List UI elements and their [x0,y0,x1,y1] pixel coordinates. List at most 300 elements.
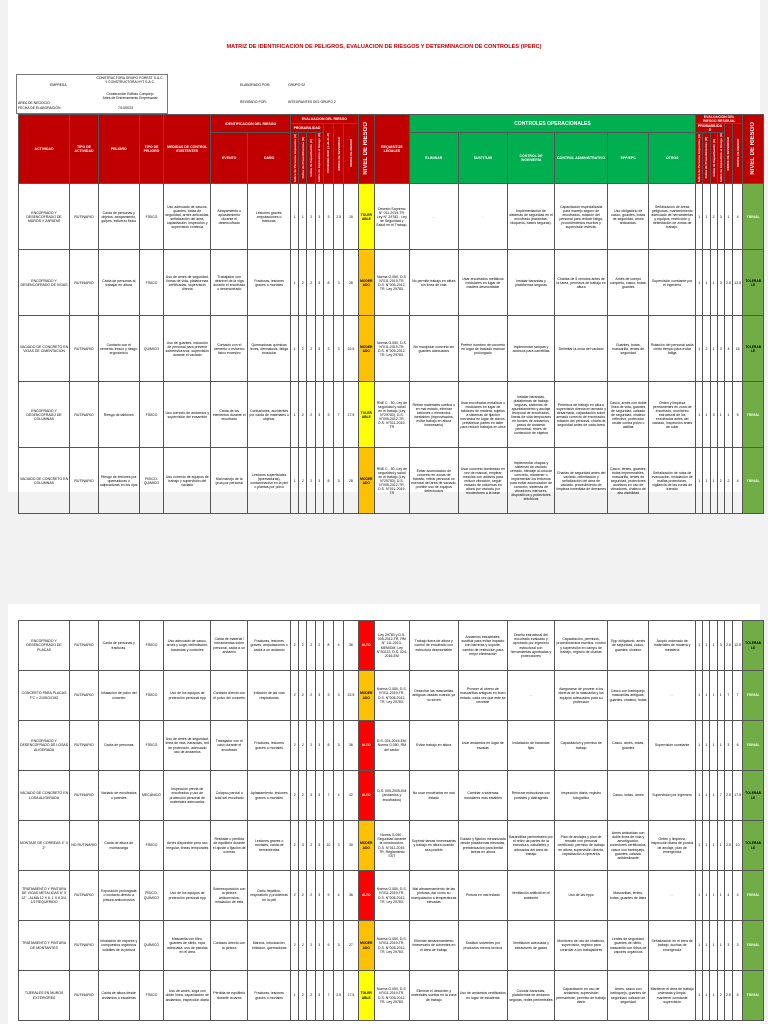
cell-residual-value: 1 [710,921,717,971]
cell-eval-value: 36 [344,721,358,771]
cell-evento: Trabajador con desnivel de la viga durante el encofrado o desencofrado [211,250,248,316]
cell-tipo-actividad: RUTINARIO [70,184,99,250]
cell-eliminar: Suprimir tareas innecesarias y trabajo en altura cuando sea posible [409,821,458,871]
cell-tipo-actividad: RUTINARIO [70,671,99,721]
col-indice-riesgo: INDICE DE RIESGO [344,124,358,184]
cell-administrativo: Charlas de seguridad antes del vaciado, delimitación y señalización del área de vaciado, procedimiento de limpieza inmediata de derrames [555,448,608,514]
elaborado-label: ELABORADO POR: [240,83,271,87]
cell-requisitos: Ley 29783 y D.S. 005-2012-TR, RM N° 111-2013-MEM/DM, Ley N°30222, D.S. 024-2016-EM [374,621,409,671]
cell-residual-value: 2 [710,184,717,250]
cell-medidas: Uso correcto de andamios y supervisión del ensamble [164,382,211,448]
col-sustituir: SUSTITUIR [458,133,507,184]
cell-peligro: Caída de personas [98,721,139,771]
cell-administrativo: Permisos de trabajo en altura, supervisión directa en armado y desarmado, capacitación sobre armado correcto de encofrados, rotación del personal, charla de seguridad antes de cada tarea [555,382,608,448]
revisado-label: REVISADO POR: [240,100,267,104]
col-otros: OTROS [649,133,696,184]
cell-evento: Contacto directo con el polvo del concreto [211,671,248,721]
cell-eval-value: 3 [315,771,323,821]
col-res-a: Indice de Personas Expuestas (A) [696,133,703,184]
cell-ingenieria: Implementar rampas y accesos para carretillas [507,316,554,382]
proyecto-value: Construcción Edificio Complejo Artes de Entrenamiento Empresarial [102,92,158,100]
cell-eval-value: 2 [299,382,307,448]
cell-evento: Trabajador con el caso durante el encofrado [211,721,248,771]
cell-residual-value: 1 [710,821,717,871]
cell-evento: Mal manejo de la grúa por personal [211,448,248,514]
cell-residual-value: 3 [717,621,724,671]
cell-residual-value: 1 [696,671,703,721]
table-row [19,971,764,1021]
cell-tipo-peligro: FÍSICO [139,250,164,316]
cell-eval-value: 3 [334,721,344,771]
cell-nivel-residual: TRIVIAL [743,448,764,514]
cell-residual-value: 1 [696,382,703,448]
cell-evento: Caída de material / herramientas sobre personal, caída a un andamio [211,621,248,671]
cell-residual-value: 2 [717,448,724,514]
cell-actividad: CONCRETO PARA PLACAS F'C = 210KG/CM2 [19,671,70,721]
cell-dano: Fracturas, lesiones graves o mortales [248,250,291,316]
cell-eval-value: 2 [299,448,307,514]
cell-eliminar: No permitir trabajo en altura sin línea de vida [409,250,458,316]
table-row [19,771,764,821]
cell-sustituir: Uso de andamios certificados en lugar de escaleras [458,971,507,1021]
cell-medidas: Uso adecuado de casco, arnés y soga, delimitación, barandas y controles [164,621,211,671]
cell-otros: - [649,871,696,921]
cell-medidas: Uso de arnés de seguridad, líneas de vida, plataformas certificadas, supervisión directa [164,250,211,316]
cell-residual-value: 1 [696,448,703,514]
cell-requisitos: Decreto Supremo N° 011-2019-TR. Ley N° 29783 - Ley de Seguridad y Salud en el Trabajo. [374,184,409,250]
cell-residual-value: 1 [703,871,710,921]
cell-epp: Mascarillas, lentes, botas, guantes de látex [608,871,649,921]
cell-eval-value: 27 [344,921,358,971]
cell-eval-value: 2 [307,184,315,250]
cell-requisitos: Norma G.050 - Seguridad durante la construcción, D.S. N°011-2019-TR, Reglamento SST [374,821,409,871]
cell-tipo-actividad: NO RUTINARIO [70,821,99,871]
cell-residual-value: 1 [696,250,703,316]
document-page-1 [8,0,762,502]
cell-eval-value: 2 [299,621,307,671]
cell-eliminar: Evitar trabajo en altura [409,721,458,771]
cell-medidas: Mascarilla con filtro, guantes de nitrilo, ropa adecuada, uso de pistolas en el área [164,921,211,971]
cell-eval-value: 2 [291,671,299,721]
cell-eval-value: 28 [344,250,358,316]
cell-eval-value: 2 [299,871,307,921]
cell-eval-value: 2 [299,250,307,316]
cell-peligro: Caída de personas al trabajar en altura [98,250,139,316]
col-peligro: PELIGRO [98,115,139,184]
col-eliminar: ELIMINAR [409,133,458,184]
cell-residual-value: 1 [703,448,710,514]
cell-residual-value: 3 [717,316,724,382]
cell-dano: Fracturas, lesiones graves o mortales [248,721,291,771]
cell-nivel: MODERADO [358,250,374,316]
cell-eval-value: 1 [291,184,299,250]
cell-residual-value: 1 [703,382,710,448]
document-page-2 [8,604,760,1024]
cell-nivel: TOLERABLE [358,382,374,448]
cell-eval-value: 2 [299,721,307,771]
cell-ingenieria: Ventilación artificial en el ambiente [507,871,554,921]
cell-medidas: Inspección previa de encofrados y uso de protección personal de materiales adecuados [164,771,211,821]
cell-administrativo: Charlas de 5 minutos antes de la tarea, permisos de trabajo en altura [555,250,608,316]
cell-eliminar: No manipular concreto sin guantes adecuados [409,316,458,382]
cell-residual-value: 4 [724,871,732,921]
cell-eval-value: 2 [299,316,307,382]
cell-residual-value: 1 [710,250,717,316]
cell-requisitos: D.S. 024-2016-EM, Norma G.050, RM del sector [374,721,409,771]
cell-sustituir: Usar concreto bombeado en vez de manual, emplear mezclas con aditivos para reducir vibración, seguir vaciado de columnas en altura por vaciado por recolectores a la base [458,448,507,514]
cell-nivel-residual: TRIVIAL [743,721,764,771]
cell-tipo-peligro: MECÁNICO [139,771,164,821]
cell-peligro: Contacto con el cemento fresco y riesgo ergonómico [98,316,139,382]
cell-eval-value: 2 [307,921,315,971]
cell-eval-value: 2 [307,971,315,1021]
cell-nivel-residual: TRIVIAL [743,184,764,250]
table-row [19,250,764,316]
col-res-d: Indice de Exposición al Riesgo (D) [718,133,723,183]
cell-tipo-peligro: FÍSICO [139,671,164,721]
cell-eval-value: 2 [291,771,299,821]
cell-dano: Lesiones superficiales (quemaduras), contaminación en la piel o plantas por polvo [248,448,291,514]
cell-nivel-residual: TRIVIAL [743,971,764,1021]
cell-eval-value: 2 [299,771,307,821]
cell-eval-value: 3 [323,671,333,721]
cell-residual-value: 1 [710,621,717,671]
col-administrativo: CONTROL ADMINISTRATIVO [555,133,608,184]
cell-ingenieria: - [507,671,554,721]
cell-dano: Lesiones graves, amputaciones o fracturas. [248,184,291,250]
cell-sustituir: - [458,184,507,250]
col-evaluacion: EVALUACION DEL RIESGO [291,115,358,124]
cell-peligro: Inhalación de vapores y compuestos orgánicos volátiles de la pintura [98,921,139,971]
cell-nivel: ALTO [358,621,374,671]
cell-residual-value: 2.5 [724,621,732,671]
cell-epp: Arnés, casco con barbiquejo, guantes de seguridad, calzado de seguridad [608,971,649,1021]
cell-epp: Casco, arnés, botas, guantes [608,721,649,771]
cell-medidas: Uso de arnés, soga con doble línea, capacitación de andamios, inspección diaria [164,971,211,1021]
fecha-label: FECHA DE ELABORACIÓN [18,106,61,110]
table-row [19,721,764,771]
cell-residual-value: 4 [732,871,742,921]
cell-sustituir: Guiado y fijación mecanizada desde plataformas elevadas, prefabricación para limitar tareas en altura [458,821,507,871]
cell-evento: Atrapamiento o aplastamiento durante el desencofrado [211,184,248,250]
cell-actividad: TIJERALES EN MUROS EXTERIORES [19,971,70,1021]
cell-peligro: Inhalación de polvo del concreto [98,671,139,721]
cell-nivel-residual: TOLERABLE [743,621,764,671]
cell-residual-value: 1 [717,821,724,871]
cell-residual-value: 1 [696,771,703,821]
cell-actividad: VACIADO DE CONCRETO EN VIGAS DE CIMENTACION [19,316,70,382]
cell-residual-value: 1 [717,721,724,771]
cell-residual-value: 1 [703,971,710,1021]
cell-ingenieria: Instalar barandas, plataformas de trabajo seguras, sistemas de apuntalamiento y anclaje temporal de encofrados, líneas de vida temporales en bordes de andamios, pasos de andamio perimetral, redes de contención de objetos [507,382,554,448]
cell-nivel-residual: TOLERABLE [743,821,764,871]
cell-eval-value: 7 [323,971,333,1021]
cell-sustituir: Usar encofrados metálicos modulares en lugar de madera desmontable [458,250,507,316]
cell-tipo-peligro: FÍSICO [139,721,164,771]
cell-residual-value: 15 [733,316,743,382]
cell-eliminar: Eliminar almacenamiento innecesario de solventes en el área de trabajo [409,921,458,971]
cell-eval-value: 2 [315,621,323,671]
cell-eval-value: 2 [291,921,299,971]
cell-eliminar: - [409,184,458,250]
cell-residual-value: 5 [732,971,742,1021]
cell-nivel: TOLERABLE [358,184,374,250]
cell-requisitos: Norma G.050, D.S. N°011-2019-TR, D.S. N°005-2012-TR, Ley 29783. [374,971,409,1021]
cell-administrativo: Uso de las epps [554,871,607,921]
cell-sustituir: Andamios industriales, sustituir para evitar impacto con barreras y soporte, cambio de restricción para mejor eliminación [458,621,507,671]
cell-eval-value: 3 [315,721,323,771]
cell-ingenieria: Reforzar estructuras con puntales y diafragmas [507,771,554,821]
cell-requisitos: Norma G.050, D.S. N°011-2019-TR, D.S. N°005-2012-TR, Ley 29783. [374,250,409,316]
cell-residual-value: 1 [703,771,710,821]
cell-requisitos: Norma G.050, D.S. N°011-2019-TR, D.S. N°005-2012-TR, Ley 29783. [374,921,409,971]
cell-dano: Aplastamiento, lesiones graves o mortales [248,771,291,821]
cell-sustituir: Sustituir solventes por productos menos tóxicos [458,921,507,971]
cell-epp: Casco, arnés con doble línea de vida, guantes de seguridad, calzado de seguridad, chaleco reflectivo, protección ocular contra polvo o astillas [608,382,649,448]
cell-residual-value: 1 [703,671,710,721]
cell-evento: Contacto directo con la pintura [211,921,248,971]
cell-tipo-actividad: RUTINARIO [70,250,99,316]
cell-tipo-peligro: FÍSICO [139,821,164,871]
cell-eval-value: 1 [291,971,299,1021]
cell-sustituir: Cambiar a sistemas modulares más estables [458,771,507,821]
cell-medidas: Arnés disponible pero uso irregular, líneas temporales [164,821,211,871]
cell-tipo-actividad: RUTINARIO [70,721,99,771]
cell-eval-value: 2.5 [334,184,344,250]
col-controles: CONTROLES OPERACIONALES [409,115,695,133]
cell-nivel: MODERADO [358,921,374,971]
cell-nivel: ALTO [358,771,374,821]
cell-residual-value: 17.5 [732,771,742,821]
cell-eval-value: 22.5 [344,316,358,382]
cell-residual-value: 1 [696,184,703,250]
cell-residual-value: 1 [717,921,724,971]
cell-requisitos: RNE C - 50, Ley de seguridad y salud en el trabajo (Ley N°29783), D.S. N°005-2012-TR, D.S. N°011-2019-TR [374,448,409,514]
cell-eliminar: Evitar acumulación de concreto en zonas de tránsito, retirar personal no esencial del área de vaciado, prohibir uso de equipos defectuosos [409,448,458,514]
col-tipo-actividad: TIPO DE ACTIVIDAD [70,115,99,184]
cell-dano: Lesiones graves o mortales, caída de herramientas [248,821,291,871]
cell-eval-value: 2 [299,921,307,971]
cell-eval-value: 2 [307,671,315,721]
cell-residual-value: 7 [717,771,724,821]
cell-residual-value: 1 [710,971,717,1021]
cell-eval-value: 2 [291,821,299,871]
cell-eval-value: 3 [334,316,344,382]
cell-residual-value: 1 [710,448,717,514]
cell-medidas: Uso de guantes, inducción de personal para prevenir sobreesfuerzos, supervisión durante el vaciado [164,316,211,382]
col-actividad: ACTIVIDAD [19,115,70,184]
cell-tipo-actividad: RUTINARIO [70,771,99,821]
cell-nivel: TOLERABLE [358,971,374,1021]
cell-dano: Daño hepático, respiratorio y problemas en la piel [248,871,291,921]
col-identificacion: IDENTIFICACION DEL RIESGO [211,115,291,133]
cell-residual-value: 1 [696,621,703,671]
col-sub-c: Indice de Capacitación (C) [307,133,315,184]
cell-residual-value: 1 [703,250,710,316]
cell-eval-value: 1 [291,316,299,382]
cell-epp: Uso obligatorio de casco, guantes, botas de seguridad, arnés anticaídas. [608,184,649,250]
cell-tipo-actividad: RUTINARIO [70,921,99,971]
cell-sustituir: Usar andamios en lugar de escalas [458,721,507,771]
cell-tipo-peligro: FÍSICO [139,971,164,1021]
cell-eval-value: 7 [323,771,333,821]
cell-tipo-peligro: FÍSICO-QUÍMICO [139,871,164,921]
cell-ingenieria: Barandillas perimetrales por el retiro de partes de la estructura, caballetes y adosados del área de trabajo [507,821,554,871]
cell-residual-value: 3 [717,184,724,250]
cell-eval-value: 3 [315,871,323,921]
cell-ingenieria: Diseño estructural del encofrado evaluado y aprobado por ingeniero estructural con herramientas aprobadas y protecciones [507,621,554,671]
cell-nivel-residual: TRIVIAL [743,671,764,721]
cell-eval-value: 2 [307,621,315,671]
table-row [19,184,764,250]
cell-peligro: Riesgo de tablones [98,382,139,448]
cell-nivel: ALTO [358,721,374,771]
cell-eval-value: 2 [291,721,299,771]
cell-evento: Colapso parcial o total del encofrado [211,771,248,821]
cell-otros: Rotación del personal cada cierto tiempo para evitar fatiga [649,316,696,382]
cell-administrativo: Asegurarse de proveer a los obreros de la mascarilla y los equipos adecuados para su protección [554,671,607,721]
cell-eval-value: 3 [315,448,323,514]
cell-dano: Fracturas, lesiones graves o mortales [248,971,291,1021]
col-nivel: NIVEL DE RIESGO [358,115,374,184]
cell-eval-value: 3 [315,382,323,448]
cell-eval-value: 2 [291,621,299,671]
cell-actividad: TRATAMIENTO Y PINTURA DE VIGAS METALICAS 6" X 12" - ALMA 12 X 6, 1 X 6 3/4, 1/2 REQUERIDO [19,871,70,921]
cell-eval-value: 3 [315,921,323,971]
col-prob-ab: PROBABILIDAD (A+B+C+D) [323,124,333,184]
cell-otros: Orden y limpieza, inspección diaria de puntos de anclaje, plan de emergencia [649,821,696,871]
cell-actividad: ENCOFRADO Y DESENCOFRADO DE VIGAS [19,250,70,316]
cell-sustituir: Proveer al obrero de mascarillas antiguas en buen estado, cada vez que este se necesite [458,671,507,721]
cell-eval-value: 36 [344,621,358,671]
cell-sustituir: Preferir bombeo de concreto en lugar de traslado manual prolongado [458,316,507,382]
cell-ingenieria: Instalar barandas y plataformas seguras [507,250,554,316]
cell-residual-value: 3 [732,921,742,971]
cell-eval-value: 8 [323,250,333,316]
cell-eval-value: 2 [291,871,299,921]
cell-residual-value: 12.5 [732,621,742,671]
cell-eval-value: 3 [334,448,344,514]
cell-eval-value: 3 [334,921,344,971]
cell-residual-value: 1 [696,871,703,921]
cell-evento: Contacto con el cemento o esfuerzo físico excesivo [211,316,248,382]
cell-peligro: Riesgo de lesiones por quemaduras o salpicaduras en los ojos [98,448,139,514]
cell-eliminar: Eliminar el desorden y materiales sueltos en la zona de trabajo [409,971,458,1021]
cell-tipo-actividad: RUTINARIO [70,382,99,448]
col-nivel-residual: NIVEL DE RIESGO [743,115,764,184]
cell-peligro: Caída de personas y objetos, atrapamiento, golpes, esfuerzo físico [98,184,139,250]
col-evento: EVENTO [211,133,248,184]
cell-eval-value: 3 [315,316,323,382]
cell-eval-value: 3 [299,821,307,871]
col-indice-sev: INDICE DE SEVERIDAD [334,124,344,184]
cell-peligro: Exposición prolongada o contacto directo a pintura anticorrosiva [98,871,139,921]
cell-residual-value: 2 [717,971,724,1021]
cell-nivel-residual: TOLERABLE [743,250,764,316]
table-row [19,448,764,514]
cell-epp: Guantes, botas, mascarilla, lentes de seguridad [608,316,649,382]
cell-actividad: MONTAJE DE CORREAS 4" X 2" [19,821,70,871]
fecha-value: 7/10/2023 [118,106,134,110]
revisado-value: INTEGRANTES DEL GRUPO 2 [288,100,336,104]
cell-eval-value: 8 [323,448,333,514]
cell-eliminar: No usar encofrados en mal estado [409,771,458,821]
cell-eval-value: 2 [299,671,307,721]
cell-eval-value: 15 [344,184,358,250]
cell-epp: Arnés de cuerpo completo, casco, botas, guantes [608,250,649,316]
cell-actividad: TRATAMIENTO Y PINTURA DE MONTANTES [19,921,70,971]
cell-eval-value: 2 [307,871,315,921]
empresa-value: CONSTRUCTORA GRUPO FOREST S.A.C. Y CONSTRUCTORA HYT S.A.C. [96,76,164,84]
cell-residual-value: 1 [696,971,703,1021]
cell-eval-value: 3 [323,316,333,382]
col-medidas: MEDIDAS DE CONTROL EXISTENTES [164,115,211,184]
cell-residual-value: 1 [717,382,724,448]
cell-nivel-residual: TRIVIAL [743,871,764,921]
col-ir-res: INDICE DE RIESGO [733,124,743,184]
table-row [19,671,764,721]
cell-eval-value: 3 [334,250,344,316]
cell-nivel-residual: TRIVIAL [743,921,764,971]
cell-eval-value: 7 [334,382,344,448]
cell-requisitos: D.S. 005-2005-EM (andamios y encofrados) [374,771,409,821]
cell-ingenieria: Instalación de barandas fijas [507,721,554,771]
cell-eval-value: 2 [307,721,315,771]
cell-residual-value: 2.5 [724,821,732,871]
cell-tipo-actividad: RUTINARIO [70,971,99,1021]
empresa-label: EMPRESA [50,83,67,87]
cell-eval-value: 4 [334,621,344,671]
cell-eliminar: Retirar materiales sueltos o en mal estado, eliminar tablones o elementos inestables (improvisados, evitar trabajo en altura innecesario) [409,382,458,448]
cell-medidas: Uso de los equipos de protección personal epp [164,871,211,921]
col-epp: EPP/EPC [608,133,649,184]
elaborado-value: GRUPO 02 [288,83,306,87]
col-prob: PROBABILIDAD [291,124,324,133]
cell-medidas: Uso de los equipos de protección personal epp [164,671,211,721]
cell-otros: - [649,671,696,721]
cell-tipo-actividad: RUTINARIO [70,448,99,514]
cell-residual-value: 1 [717,671,724,721]
cell-eval-value: 17.5 [344,971,358,1021]
cell-otros: Señalización de áreas peligrosas, mantenimiento adecuado de herramientas y equipos, restricción y delimitación de zonas de trabajo. [649,184,696,250]
cell-administrativo: Capacitación especializada para manejo seguro de encofrados, rotación del personal para reducir fatiga, procedimientos escritos y supervisión estricta. [555,184,608,250]
table-row [19,382,764,448]
cell-residual-value: 3 [724,721,732,771]
cell-nivel-residual: TOLERABLE [743,771,764,821]
cell-residual-value: 1 [703,184,710,250]
col-requisitos: REQUISITOS LEGALES [374,115,409,184]
cell-evento: Caída de los elementos durante el encofrado [211,382,248,448]
cell-residual-value: 6 [732,721,742,771]
cell-dano: Contusiones, accidentes por caída de materiales u objetos. [248,382,291,448]
cell-epp: Arnés anticaídas con doble línea de vida y amortiguador, conectores certificados, casco con barbiquejo, guantes, calzado antideslizante [608,821,649,871]
cell-eval-value: 3 [315,250,323,316]
cell-eval-value: 10 [323,821,333,871]
cell-eval-value: 2 [307,448,315,514]
cell-otros: Señalización de rutas de evacuación, instalación de mallas protectoras, vigilancia de las zonas de tránsito [649,448,696,514]
cell-residual-value: 2 [724,448,732,514]
cell-administrativo: Plan de anclajes y plan de rescate con personal certificado, permiso de trabajo en altura, supervisión directa, capacitación a operarios [554,821,607,871]
cell-otros: Supervisión constante [649,721,696,771]
cell-residual-value: 1 [710,316,717,382]
col-sub-b: Indice de Procedimientos (B) [299,133,307,184]
cell-residual-value: 4 [733,448,743,514]
cell-eval-value: 2 [307,821,315,871]
cell-epp: Casco con barbiquejo, mascarillas antiguas, guantes, chaleco, botas [608,671,649,721]
cell-eval-value: 3 [315,821,323,871]
cell-residual-value: 10 [732,821,742,871]
cell-nivel-residual: TRIVIAL [743,382,764,448]
